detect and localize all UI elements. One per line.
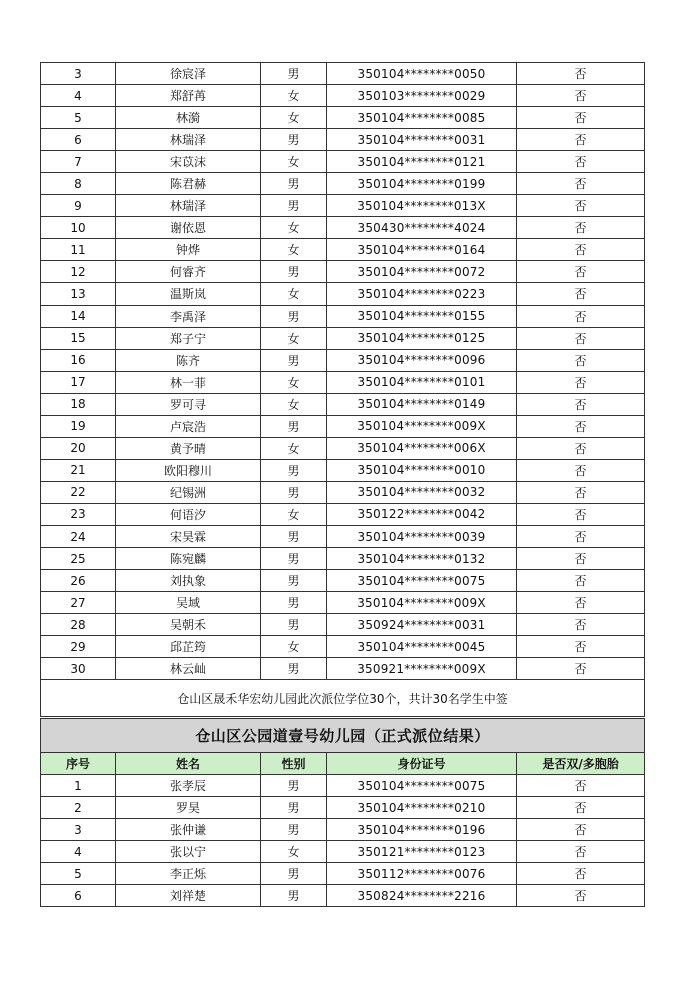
table-row	[41, 437, 645, 459]
cell-name: 纪锡洲	[116, 481, 261, 503]
cell-name: 罗昊	[116, 797, 261, 819]
cell-id-number: 350104********009X	[327, 592, 517, 614]
cell-id-number: 350104********0149	[327, 393, 517, 415]
cell-twins: 否	[517, 85, 645, 107]
cell-name: 吴域	[116, 592, 261, 614]
table-row	[41, 85, 645, 107]
cell-gender: 男	[261, 658, 327, 680]
cell-id-number: 350104********0075	[327, 570, 517, 592]
cell-name: 张仲谦	[116, 819, 261, 841]
cell-gender: 男	[261, 195, 327, 217]
school-title: 仓山区公园道壹号幼儿园（正式派位结果）	[41, 719, 645, 753]
cell-serial-number: 24	[41, 525, 116, 547]
cell-id-number: 350104********0039	[327, 525, 517, 547]
cell-twins: 否	[517, 841, 645, 863]
cell-name: 陈齐	[116, 349, 261, 371]
cell-id-number: 350104********0125	[327, 327, 517, 349]
cell-gender: 女	[261, 437, 327, 459]
cell-serial-number: 25	[41, 548, 116, 570]
cell-name: 郑子宁	[116, 327, 261, 349]
cell-twins: 否	[517, 437, 645, 459]
cell-name: 林一菲	[116, 371, 261, 393]
cell-gender: 男	[261, 592, 327, 614]
cell-twins: 否	[517, 327, 645, 349]
table-row	[41, 305, 645, 327]
table-row	[41, 885, 645, 907]
cell-gender: 男	[261, 459, 327, 481]
cell-gender: 男	[261, 173, 327, 195]
cell-twins: 否	[517, 570, 645, 592]
cell-id-number: 350104********0210	[327, 797, 517, 819]
cell-serial-number: 10	[41, 217, 116, 239]
cell-twins: 否	[517, 393, 645, 415]
cell-gender: 男	[261, 863, 327, 885]
cell-id-number: 350824********2216	[327, 885, 517, 907]
cell-id-number: 350104********0045	[327, 636, 517, 658]
cell-twins: 否	[517, 885, 645, 907]
cell-gender: 女	[261, 283, 327, 305]
cell-id-number: 350104********0223	[327, 283, 517, 305]
cell-gender: 男	[261, 481, 327, 503]
cell-name: 张孝辰	[116, 775, 261, 797]
cell-twins: 否	[517, 151, 645, 173]
cell-id-number: 350921********009X	[327, 658, 517, 680]
cell-gender: 女	[261, 239, 327, 261]
cell-gender: 男	[261, 797, 327, 819]
table-row	[41, 819, 645, 841]
cell-name: 何语汐	[116, 503, 261, 525]
table-row	[41, 107, 645, 129]
cell-serial-number: 3	[41, 63, 116, 85]
cell-name: 刘祥楚	[116, 885, 261, 907]
cell-name: 黄予晴	[116, 437, 261, 459]
table-row	[41, 525, 645, 547]
cell-serial-number: 2	[41, 797, 116, 819]
cell-id-number: 350112********0076	[327, 863, 517, 885]
cell-id-number: 350430********4024	[327, 217, 517, 239]
cell-serial-number: 30	[41, 658, 116, 680]
table-row	[41, 173, 645, 195]
cell-name: 卢宸浩	[116, 415, 261, 437]
table-row	[41, 797, 645, 819]
table-row	[41, 239, 645, 261]
cell-name: 陈宛麟	[116, 548, 261, 570]
cell-serial-number: 9	[41, 195, 116, 217]
cell-serial-number: 27	[41, 592, 116, 614]
table-row	[41, 195, 645, 217]
table-row	[41, 503, 645, 525]
cell-twins: 否	[517, 481, 645, 503]
table-row	[41, 636, 645, 658]
cell-serial-number: 7	[41, 151, 116, 173]
table-row	[41, 481, 645, 503]
cell-id-number: 350104********0085	[327, 107, 517, 129]
cell-gender: 男	[261, 525, 327, 547]
header-name: 姓名	[116, 753, 261, 775]
cell-gender: 男	[261, 305, 327, 327]
cell-id-number: 350104********0155	[327, 305, 517, 327]
cell-twins: 否	[517, 239, 645, 261]
cell-name: 张以宁	[116, 841, 261, 863]
summary-note: 仓山区晟禾华宏幼儿园此次派位学位30个，共计30名学生中签	[41, 680, 645, 717]
cell-name: 吴朝禾	[116, 614, 261, 636]
cell-serial-number: 22	[41, 481, 116, 503]
cell-twins: 否	[517, 548, 645, 570]
school-title-row	[41, 719, 645, 753]
second-school-results-table	[40, 718, 645, 907]
table-row	[41, 283, 645, 305]
cell-gender: 男	[261, 261, 327, 283]
cell-twins: 否	[517, 636, 645, 658]
cell-serial-number: 21	[41, 459, 116, 481]
cell-name: 欧阳穆川	[116, 459, 261, 481]
table-row	[41, 371, 645, 393]
table-row	[41, 658, 645, 680]
cell-name: 李禹泽	[116, 305, 261, 327]
table-row	[41, 63, 645, 85]
cell-twins: 否	[517, 371, 645, 393]
cell-id-number: 350104********009X	[327, 415, 517, 437]
cell-serial-number: 4	[41, 85, 116, 107]
cell-serial-number: 17	[41, 371, 116, 393]
table-header-row	[41, 753, 645, 775]
cell-gender: 男	[261, 63, 327, 85]
cell-serial-number: 5	[41, 863, 116, 885]
cell-twins: 否	[517, 459, 645, 481]
cell-name: 徐宸泽	[116, 63, 261, 85]
cell-name: 温斯岚	[116, 283, 261, 305]
cell-id-number: 350104********0196	[327, 819, 517, 841]
cell-id-number: 350104********0164	[327, 239, 517, 261]
cell-twins: 否	[517, 349, 645, 371]
cell-serial-number: 20	[41, 437, 116, 459]
cell-gender: 女	[261, 841, 327, 863]
cell-serial-number: 3	[41, 819, 116, 841]
table-row	[41, 570, 645, 592]
cell-name: 林瑞泽	[116, 195, 261, 217]
cell-id-number: 350104********0032	[327, 481, 517, 503]
cell-id-number: 350104********0072	[327, 261, 517, 283]
cell-gender: 男	[261, 819, 327, 841]
cell-serial-number: 6	[41, 885, 116, 907]
cell-serial-number: 14	[41, 305, 116, 327]
cell-twins: 否	[517, 592, 645, 614]
cell-twins: 否	[517, 863, 645, 885]
cell-name: 林漪	[116, 107, 261, 129]
cell-serial-number: 8	[41, 173, 116, 195]
cell-id-number: 350104********0010	[327, 459, 517, 481]
first-school-results-table	[40, 62, 645, 717]
cell-twins: 否	[517, 503, 645, 525]
table-row	[41, 841, 645, 863]
cell-gender: 男	[261, 129, 327, 151]
header-serial-number: 序号	[41, 753, 116, 775]
cell-id-number: 350104********0121	[327, 151, 517, 173]
cell-gender: 女	[261, 636, 327, 658]
cell-twins: 否	[517, 305, 645, 327]
cell-twins: 否	[517, 525, 645, 547]
cell-twins: 否	[517, 63, 645, 85]
cell-serial-number: 28	[41, 614, 116, 636]
cell-name: 陈君赫	[116, 173, 261, 195]
cell-serial-number: 16	[41, 349, 116, 371]
cell-name: 宋苡沫	[116, 151, 261, 173]
cell-serial-number: 29	[41, 636, 116, 658]
cell-name: 宋昊霖	[116, 525, 261, 547]
table-row	[41, 129, 645, 151]
cell-gender: 男	[261, 614, 327, 636]
cell-id-number: 350104********0132	[327, 548, 517, 570]
cell-twins: 否	[517, 261, 645, 283]
cell-twins: 否	[517, 173, 645, 195]
cell-serial-number: 19	[41, 415, 116, 437]
cell-twins: 否	[517, 195, 645, 217]
cell-name: 刘执象	[116, 570, 261, 592]
cell-gender: 女	[261, 371, 327, 393]
cell-id-number: 350104********0075	[327, 775, 517, 797]
cell-id-number: 350122********0042	[327, 503, 517, 525]
cell-id-number: 350104********0101	[327, 371, 517, 393]
table-row	[41, 151, 645, 173]
cell-serial-number: 5	[41, 107, 116, 129]
cell-twins: 否	[517, 658, 645, 680]
cell-id-number: 350104********0031	[327, 129, 517, 151]
cell-serial-number: 12	[41, 261, 116, 283]
cell-gender: 女	[261, 151, 327, 173]
table-row	[41, 614, 645, 636]
cell-serial-number: 15	[41, 327, 116, 349]
header-id-number: 身份证号	[327, 753, 517, 775]
table-row	[41, 592, 645, 614]
table-row	[41, 415, 645, 437]
cell-gender: 男	[261, 349, 327, 371]
cell-name: 何睿齐	[116, 261, 261, 283]
cell-twins: 否	[517, 415, 645, 437]
header-gender: 性别	[261, 753, 327, 775]
cell-name: 李正烁	[116, 863, 261, 885]
cell-twins: 否	[517, 129, 645, 151]
table-row	[41, 459, 645, 481]
cell-name: 罗可寻	[116, 393, 261, 415]
cell-serial-number: 4	[41, 841, 116, 863]
table-row	[41, 327, 645, 349]
cell-name: 林瑞泽	[116, 129, 261, 151]
table-row	[41, 863, 645, 885]
cell-gender: 女	[261, 217, 327, 239]
cell-id-number: 350104********013X	[327, 195, 517, 217]
cell-twins: 否	[517, 107, 645, 129]
cell-name: 谢依恩	[116, 217, 261, 239]
cell-gender: 男	[261, 775, 327, 797]
cell-twins: 否	[517, 283, 645, 305]
cell-id-number: 350104********006X	[327, 437, 517, 459]
cell-twins: 否	[517, 614, 645, 636]
cell-gender: 男	[261, 415, 327, 437]
table-row	[41, 548, 645, 570]
cell-serial-number: 1	[41, 775, 116, 797]
table-row	[41, 217, 645, 239]
cell-id-number: 350104********0050	[327, 63, 517, 85]
cell-id-number: 350121********0123	[327, 841, 517, 863]
cell-id-number: 350924********0031	[327, 614, 517, 636]
cell-id-number: 350103********0029	[327, 85, 517, 107]
cell-serial-number: 23	[41, 503, 116, 525]
cell-id-number: 350104********0096	[327, 349, 517, 371]
cell-name: 林云屾	[116, 658, 261, 680]
table-row	[41, 261, 645, 283]
cell-twins: 否	[517, 797, 645, 819]
cell-gender: 女	[261, 107, 327, 129]
table-row	[41, 393, 645, 415]
cell-gender: 女	[261, 327, 327, 349]
cell-name: 邱芷筠	[116, 636, 261, 658]
cell-gender: 女	[261, 503, 327, 525]
cell-gender: 男	[261, 570, 327, 592]
cell-serial-number: 11	[41, 239, 116, 261]
cell-twins: 否	[517, 819, 645, 841]
first-table-body	[41, 63, 645, 717]
cell-serial-number: 6	[41, 129, 116, 151]
table-row	[41, 349, 645, 371]
cell-id-number: 350104********0199	[327, 173, 517, 195]
cell-name: 钟烨	[116, 239, 261, 261]
cell-serial-number: 13	[41, 283, 116, 305]
second-table-body	[41, 719, 645, 907]
cell-twins: 否	[517, 217, 645, 239]
cell-gender: 女	[261, 393, 327, 415]
cell-serial-number: 18	[41, 393, 116, 415]
cell-name: 郑舒苒	[116, 85, 261, 107]
cell-twins: 否	[517, 775, 645, 797]
summary-note-row	[41, 680, 645, 717]
table-row	[41, 775, 645, 797]
cell-gender: 男	[261, 885, 327, 907]
cell-gender: 女	[261, 85, 327, 107]
cell-gender: 男	[261, 548, 327, 570]
header-twins: 是否双/多胞胎	[517, 753, 645, 775]
cell-serial-number: 26	[41, 570, 116, 592]
